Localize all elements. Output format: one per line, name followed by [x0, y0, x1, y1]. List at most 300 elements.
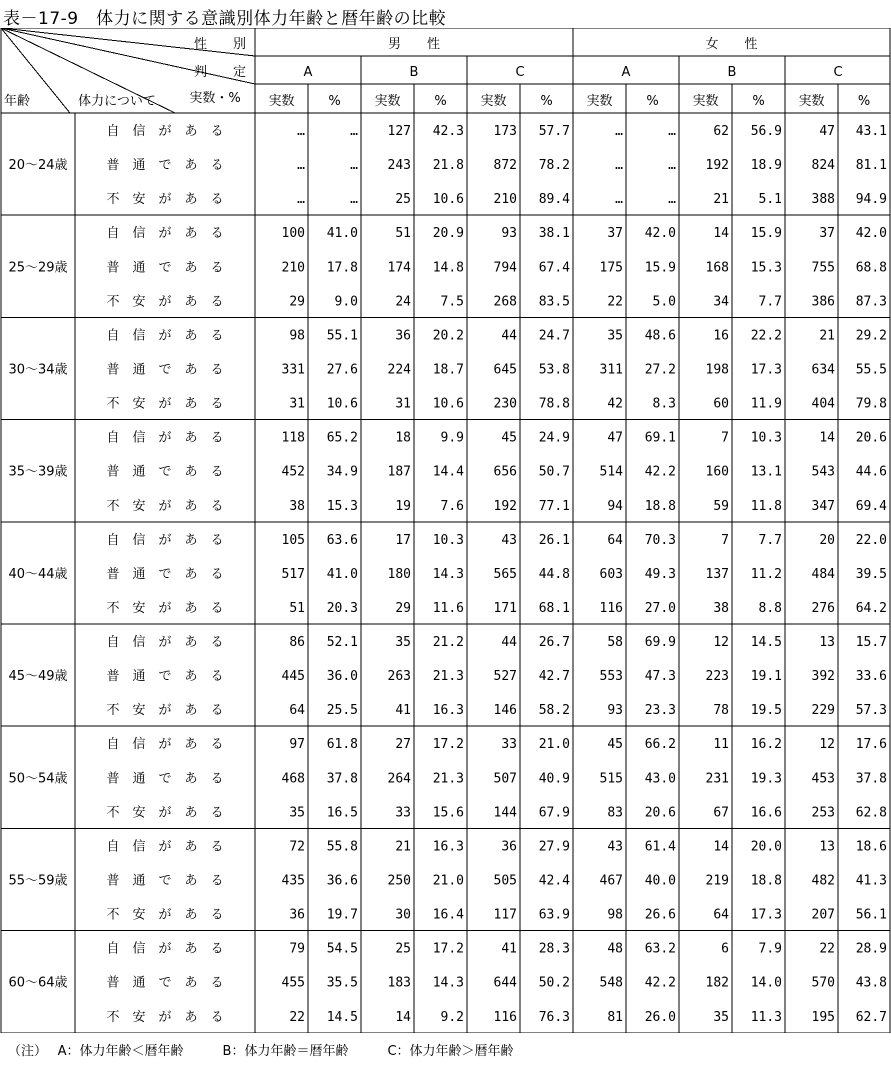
table-cell: 5.1 — [758, 192, 782, 208]
row-label: 自 信 が あ る — [106, 226, 224, 242]
table-cell: 11.9 — [750, 396, 782, 412]
header-fitness-label: 体力について — [78, 94, 156, 109]
table-cell: 43.0 — [644, 771, 676, 787]
table-cell: 53.8 — [538, 362, 570, 378]
table-cell: 116 — [599, 600, 623, 616]
table-cell: 33 — [395, 805, 411, 821]
table-cell: 30 — [395, 907, 411, 923]
table-cell: 57.3 — [855, 703, 887, 719]
table-cell: 94.9 — [855, 192, 887, 208]
table-cell: 15.9 — [750, 226, 782, 242]
header-age-label: 年齢 — [4, 94, 31, 109]
table-cell: 20.2 — [432, 328, 464, 344]
table-cell: 10.6 — [432, 396, 464, 412]
table-cell: 21.0 — [538, 737, 570, 753]
table-cell: 9.0 — [334, 294, 358, 310]
header-category: B — [727, 65, 737, 80]
table-cell: 38.1 — [538, 226, 570, 242]
table-cell: 50.2 — [538, 975, 570, 991]
age-label: 20～24歳 — [8, 158, 68, 174]
table-cell: 644 — [493, 975, 517, 991]
table-cell: 50.7 — [538, 464, 570, 480]
table-cell: 18 — [395, 430, 411, 446]
table-cell: 45 — [501, 430, 517, 446]
table-cell: 22.0 — [855, 532, 887, 548]
table-cell: 14 — [819, 430, 835, 446]
table-cell: 183 — [387, 975, 411, 991]
row-label: 不 安 が あ る — [106, 1009, 224, 1025]
table-cell: 44.6 — [855, 464, 887, 480]
table-cell: 67 — [713, 805, 729, 821]
table-cell: 14.8 — [432, 260, 464, 276]
table-cell: 872 — [493, 158, 517, 174]
table-cell: 36 — [395, 328, 411, 344]
table-cell: 44 — [501, 328, 517, 344]
table-cell: 435 — [281, 873, 305, 889]
header-female: 女 性 — [705, 37, 758, 52]
row-label: 不 安 が あ る — [106, 192, 224, 208]
table-cell: 10.3 — [432, 532, 464, 548]
table-cell: 98 — [289, 328, 305, 344]
table-cell: 29 — [395, 600, 411, 616]
table-cell: 507 — [493, 771, 517, 787]
table-cell: 527 — [493, 669, 517, 685]
table-cell: 195 — [811, 1009, 835, 1025]
table-cell: 22 — [607, 294, 623, 310]
table-cell: 515 — [599, 771, 623, 787]
table-cell: 634 — [811, 362, 835, 378]
table-cell: 514 — [599, 464, 623, 480]
table-cell: 11.3 — [750, 1009, 782, 1025]
table-cell: 11 — [713, 737, 729, 753]
table-cell: 198 — [705, 362, 729, 378]
row-label: 普 通 で あ る — [106, 464, 224, 480]
table-cell: 505 — [493, 873, 517, 889]
table-cell: 14.5 — [326, 1009, 358, 1025]
table-cell: 15.3 — [326, 498, 358, 514]
table-cell: 18.6 — [855, 839, 887, 855]
table-cell: 28.3 — [538, 941, 570, 957]
table-cell: 187 — [387, 464, 411, 480]
row-label: 自 信 が あ る — [106, 635, 224, 651]
table-cell: 160 — [705, 464, 729, 480]
table-cell: 64 — [713, 907, 729, 923]
table-cell: 61.8 — [326, 737, 358, 753]
table-cell: 14.4 — [432, 464, 464, 480]
table-cell: 66.2 — [644, 737, 676, 753]
table-cell: 44 — [501, 635, 517, 651]
table-cell: 144 — [493, 805, 517, 821]
table-cell: 28.9 — [855, 941, 887, 957]
table-cell: 44.8 — [538, 566, 570, 582]
header-count: 実数 — [480, 94, 507, 109]
table-cell: 26.0 — [644, 1009, 676, 1025]
table-cell: 38 — [713, 600, 729, 616]
table-cell: 15.3 — [750, 260, 782, 276]
table-cell: 34.9 — [326, 464, 358, 480]
table-cell: 21.3 — [432, 771, 464, 787]
table-cell: 37.8 — [326, 771, 358, 787]
header-male: 男 性 — [387, 37, 441, 52]
table-cell: 18.7 — [432, 362, 464, 378]
table-cell: 755 — [811, 260, 835, 276]
table-cell: 467 — [599, 873, 623, 889]
table-cell: 64 — [607, 532, 623, 548]
table-cell: 89.4 — [538, 192, 570, 208]
table-cell: 7.7 — [758, 532, 782, 548]
table-cell: 250 — [387, 873, 411, 889]
table-cell: … — [350, 124, 358, 140]
age-label: 40～44歳 — [8, 566, 68, 582]
table-cell: 20.6 — [644, 805, 676, 821]
table-cell: 9.2 — [440, 1009, 464, 1025]
table-cell: 98 — [607, 907, 623, 923]
table-cell: 331 — [281, 362, 305, 378]
row-label: 不 安 が あ る — [106, 703, 224, 719]
table-cell: 570 — [811, 975, 835, 991]
table-cell: 13 — [819, 839, 835, 855]
table-cell: 43 — [501, 532, 517, 548]
table-cell: 42 — [607, 396, 623, 412]
table-cell: 20.9 — [432, 226, 464, 242]
table-cell: 19.7 — [326, 907, 358, 923]
table-cell: 26.1 — [538, 532, 570, 548]
table-cell: 20.0 — [750, 839, 782, 855]
table-cell: 67.9 — [538, 805, 570, 821]
table-cell: 47 — [819, 124, 835, 140]
table-cell: 276 — [811, 600, 835, 616]
table-cell: 173 — [493, 124, 517, 140]
table-cell: 37 — [607, 226, 623, 242]
table-cell: 27 — [395, 737, 411, 753]
table-cell: 484 — [811, 566, 835, 582]
row-label: 不 安 が あ る — [106, 294, 224, 310]
table-cell: 55.5 — [855, 362, 887, 378]
table-cell: 81.1 — [855, 158, 887, 174]
table-cell: 55.1 — [326, 328, 358, 344]
table-cell: 386 — [811, 294, 835, 310]
table-cell: 31 — [289, 396, 305, 412]
table-cell: 16.6 — [750, 805, 782, 821]
table-cell: 79 — [289, 941, 305, 957]
row-label: 不 安 が あ る — [106, 600, 224, 616]
table-cell: 17.2 — [432, 941, 464, 957]
table-cell: 16.3 — [432, 703, 464, 719]
table-cell: 5.0 — [652, 294, 676, 310]
table-cell: … — [668, 124, 676, 140]
age-label: 45～49歳 — [8, 669, 68, 685]
table-cell: 26.7 — [538, 635, 570, 651]
table-cell: 137 — [705, 566, 729, 582]
table-cell: 68.1 — [538, 600, 570, 616]
row-label: 普 通 で あ る — [106, 771, 224, 787]
table-cell: … — [297, 192, 305, 208]
table-cell: 45 — [607, 737, 623, 753]
table-cell: 18.9 — [750, 158, 782, 174]
table-cell: 42.4 — [538, 873, 570, 889]
age-label: 35～39歳 — [8, 464, 68, 480]
table-cell: 824 — [811, 158, 835, 174]
table-cell: 117 — [493, 907, 517, 923]
age-label: 55～59歳 — [8, 873, 68, 889]
table-cell: 68.8 — [855, 260, 887, 276]
table-cell: 25.5 — [326, 703, 358, 719]
table-cell: 62 — [713, 124, 729, 140]
table-cell: 553 — [599, 669, 623, 685]
table-cell: 468 — [281, 771, 305, 787]
table-cell: 62.7 — [855, 1009, 887, 1025]
table-cell: 645 — [493, 362, 517, 378]
table-cell: 10.3 — [750, 430, 782, 446]
header-count: 実数 — [692, 94, 719, 109]
table-cell: 79.8 — [855, 396, 887, 412]
table-cell: 41 — [395, 703, 411, 719]
table-cell: 35 — [713, 1009, 729, 1025]
table-cell: 347 — [811, 498, 835, 514]
table-cell: 453 — [811, 771, 835, 787]
table-cell: 22 — [289, 1009, 305, 1025]
table-cell: 40.0 — [644, 873, 676, 889]
table-cell: 174 — [387, 260, 411, 276]
table-cell: 565 — [493, 566, 517, 582]
table-cell: 12 — [713, 635, 729, 651]
table-cell: 36.6 — [326, 873, 358, 889]
table-cell: 264 — [387, 771, 411, 787]
table-cell: 21 — [713, 192, 729, 208]
table-cell: 17.6 — [855, 737, 887, 753]
table-cell: 24.7 — [538, 328, 570, 344]
table-cell: … — [615, 124, 623, 140]
table-cell: 15.7 — [855, 635, 887, 651]
table-cell: 24 — [395, 294, 411, 310]
table-cell: … — [297, 124, 305, 140]
table-cell: 78.8 — [538, 396, 570, 412]
table-cell: 48 — [607, 941, 623, 957]
table-cell: 16.2 — [750, 737, 782, 753]
table-cell: 180 — [387, 566, 411, 582]
table-cell: 41 — [501, 941, 517, 957]
table-cell: 35 — [395, 635, 411, 651]
table-cell: 19.3 — [750, 771, 782, 787]
table-cell: 69.9 — [644, 635, 676, 651]
table-cell: 21.0 — [432, 873, 464, 889]
table-cell: 11.8 — [750, 498, 782, 514]
table-cell: 64 — [289, 703, 305, 719]
table-cell: 63.9 — [538, 907, 570, 923]
table-cell: 10.6 — [326, 396, 358, 412]
table-cell: 243 — [387, 158, 411, 174]
table-cell: 58.2 — [538, 703, 570, 719]
table-cell: 9.9 — [440, 430, 464, 446]
table-cell: 517 — [281, 566, 305, 582]
table-cell: 49.3 — [644, 566, 676, 582]
table-cell: 36.0 — [326, 669, 358, 685]
table-cell: 43.8 — [855, 975, 887, 991]
table-cell: 14.0 — [750, 975, 782, 991]
table-cell: 57.7 — [538, 124, 570, 140]
table-cell: 127 — [387, 124, 411, 140]
table-cell: 47 — [607, 430, 623, 446]
table-cell: 27.2 — [644, 362, 676, 378]
table-cell: 7.9 — [758, 941, 782, 957]
row-label: 普 通 で あ る — [106, 158, 224, 174]
table-cell: 51 — [289, 600, 305, 616]
table-cell: 26.6 — [644, 907, 676, 923]
table-cell: 27.9 — [538, 839, 570, 855]
table-cell: 21.3 — [432, 669, 464, 685]
row-label: 普 通 で あ る — [106, 873, 224, 889]
table-cell: 14 — [713, 839, 729, 855]
table-cell: 229 — [811, 703, 835, 719]
row-label: 普 通 で あ る — [106, 260, 224, 276]
table-cell: 105 — [281, 532, 305, 548]
table-cell: 21.8 — [432, 158, 464, 174]
row-label: 不 安 が あ る — [106, 498, 224, 514]
table-cell: 47.3 — [644, 669, 676, 685]
table-cell: 16.3 — [432, 839, 464, 855]
table-cell: 11.6 — [432, 600, 464, 616]
age-label: 50～54歳 — [8, 771, 68, 787]
table-cell: 78 — [713, 703, 729, 719]
table-cell: 15.6 — [432, 805, 464, 821]
table-cell: 100 — [281, 226, 305, 242]
table-cell: 51 — [395, 226, 411, 242]
table-cell: 210 — [493, 192, 517, 208]
header-judge-label: 判 定 — [193, 65, 247, 80]
header-count: 実数 — [798, 94, 825, 109]
table-cell: 21.2 — [432, 635, 464, 651]
table-cell: 37.8 — [855, 771, 887, 787]
table-cell: 97 — [289, 737, 305, 753]
row-label: 自 信 が あ る — [106, 737, 224, 753]
header-count: 実数 — [586, 94, 613, 109]
table-cell: 83.5 — [538, 294, 570, 310]
table-cell: 31 — [395, 396, 411, 412]
table-cell: 11.2 — [750, 566, 782, 582]
table-cell: 27.6 — [326, 362, 358, 378]
table-cell: 63.2 — [644, 941, 676, 957]
table-cell: 81 — [607, 1009, 623, 1025]
table-cell: 20 — [819, 532, 835, 548]
table-cell: 38 — [289, 498, 305, 514]
table-cell: 210 — [281, 260, 305, 276]
table-cell: 13 — [819, 635, 835, 651]
table-cell: 13.1 — [750, 464, 782, 480]
table-cell: 7 — [721, 532, 729, 548]
header-pct: % — [646, 94, 659, 109]
table-cell: 7.7 — [758, 294, 782, 310]
header-count: 実数 — [268, 94, 295, 109]
table-cell: … — [668, 192, 676, 208]
table-cell: 67.4 — [538, 260, 570, 276]
table-cell: 656 — [493, 464, 517, 480]
row-label: 不 安 が あ る — [106, 805, 224, 821]
row-label: 自 信 が あ る — [106, 328, 224, 344]
table-cell: … — [615, 192, 623, 208]
table-cell: 6 — [721, 941, 729, 957]
table-cell: 63.6 — [326, 532, 358, 548]
table-cell: 7.6 — [440, 498, 464, 514]
table-cell: 42.0 — [855, 226, 887, 242]
table-cell: 35 — [607, 328, 623, 344]
table-cell: 192 — [493, 498, 517, 514]
table-cell: 42.0 — [644, 226, 676, 242]
table-cell: 56.9 — [750, 124, 782, 140]
table-cell: … — [615, 158, 623, 174]
header-pct: % — [434, 94, 447, 109]
table-cell: 23.3 — [644, 703, 676, 719]
table-cell: 78.2 — [538, 158, 570, 174]
table-cell: 404 — [811, 396, 835, 412]
table-cell: … — [350, 158, 358, 174]
table-cell: 22 — [819, 941, 835, 957]
table-cell: 455 — [281, 975, 305, 991]
table-cell: 34 — [713, 294, 729, 310]
table-cell: 87.3 — [855, 294, 887, 310]
table-cell: 445 — [281, 669, 305, 685]
page-title: 表－17-9 体力に関する意識別体力年齢と暦年齢の比較 — [3, 9, 447, 29]
table-cell: 7 — [721, 430, 729, 446]
table-cell: 36 — [501, 839, 517, 855]
table-cell: 452 — [281, 464, 305, 480]
table-cell: 21 — [395, 839, 411, 855]
row-label: 不 安 が あ る — [106, 907, 224, 923]
table-cell: 16.5 — [326, 805, 358, 821]
table-cell: 20.6 — [855, 430, 887, 446]
row-label: 普 通 で あ る — [106, 975, 224, 991]
table-cell: 36 — [289, 907, 305, 923]
table-cell: 42.2 — [644, 975, 676, 991]
table-cell: 52.1 — [326, 635, 358, 651]
header-count-pct-label: 実数・% — [189, 91, 241, 106]
row-label: 自 信 が あ る — [106, 839, 224, 855]
table-cell: 39.5 — [855, 566, 887, 582]
table-cell: 40.9 — [538, 771, 570, 787]
header-category: C — [833, 65, 843, 80]
table-cell: 482 — [811, 873, 835, 889]
table-cell: 42.3 — [432, 124, 464, 140]
row-label: 不 安 が あ る — [106, 396, 224, 412]
table-cell: 118 — [281, 430, 305, 446]
header-pct: % — [328, 94, 341, 109]
table-cell: 388 — [811, 192, 835, 208]
table-cell: 219 — [705, 873, 729, 889]
table-cell: 62.8 — [855, 805, 887, 821]
table-cell: 18.8 — [750, 873, 782, 889]
table-cell: … — [350, 192, 358, 208]
table-cell: 14.3 — [432, 975, 464, 991]
table-cell: 171 — [493, 600, 517, 616]
table-cell: 54.5 — [326, 941, 358, 957]
data-table — [0, 28, 891, 1033]
table-cell: 33.6 — [855, 669, 887, 685]
table-cell: 17.3 — [750, 907, 782, 923]
table-cell: 24.9 — [538, 430, 570, 446]
table-cell: 16.4 — [432, 907, 464, 923]
table-cell: 21 — [819, 328, 835, 344]
table-cell: 116 — [493, 1009, 517, 1025]
table-cell: 42.2 — [644, 464, 676, 480]
table-cell: 223 — [705, 669, 729, 685]
table-cell: 55.8 — [326, 839, 358, 855]
table-cell: 7.5 — [440, 294, 464, 310]
table-cell: 548 — [599, 975, 623, 991]
table-cell: 12 — [819, 737, 835, 753]
table-cell: 192 — [705, 158, 729, 174]
table-cell: 603 — [599, 566, 623, 582]
table-cell: 17 — [395, 532, 411, 548]
table-cell: 37 — [819, 226, 835, 242]
